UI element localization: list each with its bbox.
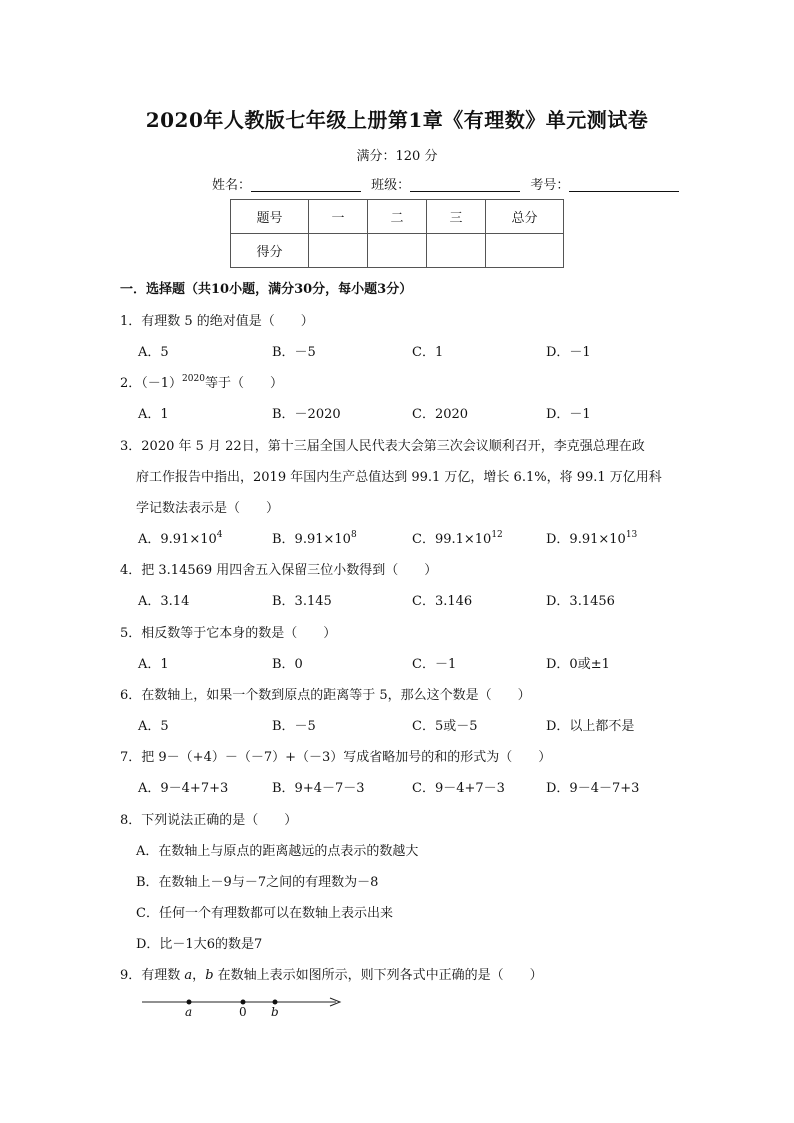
name-label: 姓名： — [212, 178, 252, 193]
header-cell-2: 二 — [368, 200, 427, 234]
score-table-score-row — [231, 234, 564, 268]
q3-option-c[interactable] — [412, 528, 503, 547]
q3-a-base: A．9.91×10 — [138, 532, 217, 547]
q3-b-base: B．9.91×10 — [272, 532, 351, 547]
q1-option-c[interactable]: C．1 — [412, 345, 444, 360]
question-4: 4．把 3.14569 用四舍五入保留三位小数得到（ ） — [120, 563, 438, 578]
q7-option-a[interactable]: A．9－4+7+3 — [138, 781, 229, 796]
score-table-header-row — [231, 200, 564, 234]
section-heading: 一．选择题（共10小题，满分30分，每小题3分） — [120, 282, 413, 297]
score-cell-1[interactable] — [309, 234, 368, 268]
question-7: 7．把 9－（+4）－（－7）+（－3）写成省略加号的和的形式为（ ） — [120, 750, 552, 765]
header-cell-3: 三 — [427, 200, 486, 234]
q7-option-c[interactable]: C．9－4+7－3 — [412, 781, 505, 796]
q4-option-d[interactable]: D．3.1456 — [546, 594, 615, 609]
q3-d-base: D．9.91×10 — [546, 532, 626, 547]
q9-stem-post: 在数轴上表示如图所示，则下列各式中正确的是（ ） — [213, 968, 543, 983]
q8-option-d[interactable]: D．比－1大6的数是7 — [136, 937, 263, 952]
q1-option-d[interactable]: D．－1 — [546, 345, 591, 360]
q3-d-exp: 13 — [625, 530, 638, 540]
question-2 — [120, 372, 283, 391]
q5-option-d[interactable]: D．0或±1 — [546, 657, 610, 672]
row-label-score: 得分 — [231, 234, 309, 268]
score-cell-2[interactable] — [368, 234, 427, 268]
question-3-line-2: 府工作报告中指出，2019 年国内生产总值达到 99.1 万亿，增长 6.1%，将 99.1 万亿用科 — [136, 470, 662, 485]
q5-option-b[interactable]: B．0 — [272, 657, 303, 672]
q3-a-exp: 4 — [216, 530, 223, 540]
q3-c-base: C．99.1×10 — [412, 532, 492, 547]
q3-option-a[interactable] — [138, 528, 223, 547]
score-table — [230, 199, 564, 268]
header-cell-question: 题号 — [231, 200, 309, 234]
q1-option-b[interactable]: B．－5 — [272, 345, 316, 360]
q6-option-d[interactable]: D．以上都不是 — [546, 719, 635, 734]
question-9 — [120, 964, 543, 983]
q2-option-a[interactable]: A．1 — [138, 407, 169, 422]
header-cell-total: 总分 — [486, 200, 564, 234]
q2-exponent: 2020 — [182, 374, 205, 384]
question-5: 5．相反数等于它本身的数是（ ） — [120, 626, 337, 641]
q5-option-a[interactable]: A．1 — [138, 657, 169, 672]
q8-option-b[interactable]: B．在数轴上－9与－7之间的有理数为－8 — [136, 875, 379, 890]
q9-var-b: b — [205, 968, 214, 983]
q3-b-exp: 8 — [350, 530, 357, 540]
point-zero — [241, 1000, 246, 1005]
point-b — [273, 1000, 278, 1005]
class-blank[interactable] — [410, 177, 520, 192]
q4-option-c[interactable]: C．3.146 — [412, 594, 473, 609]
q8-option-c[interactable]: C．任何一个有理数都可以在数轴上表示出来 — [136, 906, 393, 921]
q9-var-a: a — [184, 968, 193, 983]
q9-stem-pre: 9．有理数 — [120, 968, 185, 983]
q2-stem-pre: 2．（－1） — [120, 376, 183, 391]
q5-option-c[interactable]: C．－1 — [412, 657, 457, 672]
q6-option-a[interactable]: A．5 — [138, 719, 169, 734]
q8-option-a[interactable]: A．在数轴上与原点的距离越远的点表示的数越大 — [136, 844, 419, 859]
number-line-figure — [140, 993, 350, 1019]
question-1: 1．有理数 5 的绝对值是（ ） — [120, 314, 314, 329]
question-3-line-3: 学记数法表示是（ ） — [136, 501, 280, 516]
student-info-row — [212, 174, 685, 193]
label-b: b — [271, 1005, 279, 1019]
q3-option-d[interactable] — [546, 528, 637, 547]
full-score: 满分：120 分 — [356, 149, 438, 164]
score-cell-total[interactable] — [486, 234, 564, 268]
point-a — [187, 1000, 192, 1005]
name-blank[interactable] — [251, 177, 361, 192]
q6-option-b[interactable]: B．－5 — [272, 719, 316, 734]
q4-option-b[interactable]: B．3.145 — [272, 594, 332, 609]
q1-option-a[interactable]: A．5 — [138, 345, 169, 360]
label-a: a — [185, 1005, 193, 1019]
q7-option-b[interactable]: B．9+4－7－3 — [272, 781, 365, 796]
q2-option-b[interactable]: B．－2020 — [272, 407, 341, 422]
question-3-line-1: 3．2020 年 5 月 22日，第十三届全国人民代表大会第三次会议顺利召开，李克强总理在政 — [120, 439, 645, 454]
q3-c-exp: 12 — [491, 530, 503, 540]
page-title: 2020年人教版七年级上册第1章《有理数》单元测试卷 — [145, 108, 649, 132]
q3-option-b[interactable] — [272, 528, 357, 547]
q2-option-c[interactable]: C．2020 — [412, 407, 469, 422]
score-cell-3[interactable] — [427, 234, 486, 268]
q9-stem-mid: ， — [192, 968, 206, 983]
q6-option-c[interactable]: C．5或－5 — [412, 719, 478, 734]
label-zero: 0 — [239, 1005, 247, 1019]
question-8: 8．下列说法正确的是（ ） — [120, 813, 298, 828]
q2-stem-post: 等于（ ） — [204, 376, 283, 391]
q2-option-d[interactable]: D．－1 — [546, 407, 591, 422]
exam-no-label: 考号： — [530, 178, 570, 193]
question-6: 6．在数轴上，如果一个数到原点的距离等于 5，那么这个数是（ ） — [120, 688, 531, 703]
q4-option-a[interactable]: A．3.14 — [138, 594, 190, 609]
q7-option-d[interactable]: D．9－4－7+3 — [546, 781, 640, 796]
header-cell-1: 一 — [309, 200, 368, 234]
class-label: 班级： — [371, 178, 411, 193]
exam-no-blank[interactable] — [569, 177, 679, 192]
